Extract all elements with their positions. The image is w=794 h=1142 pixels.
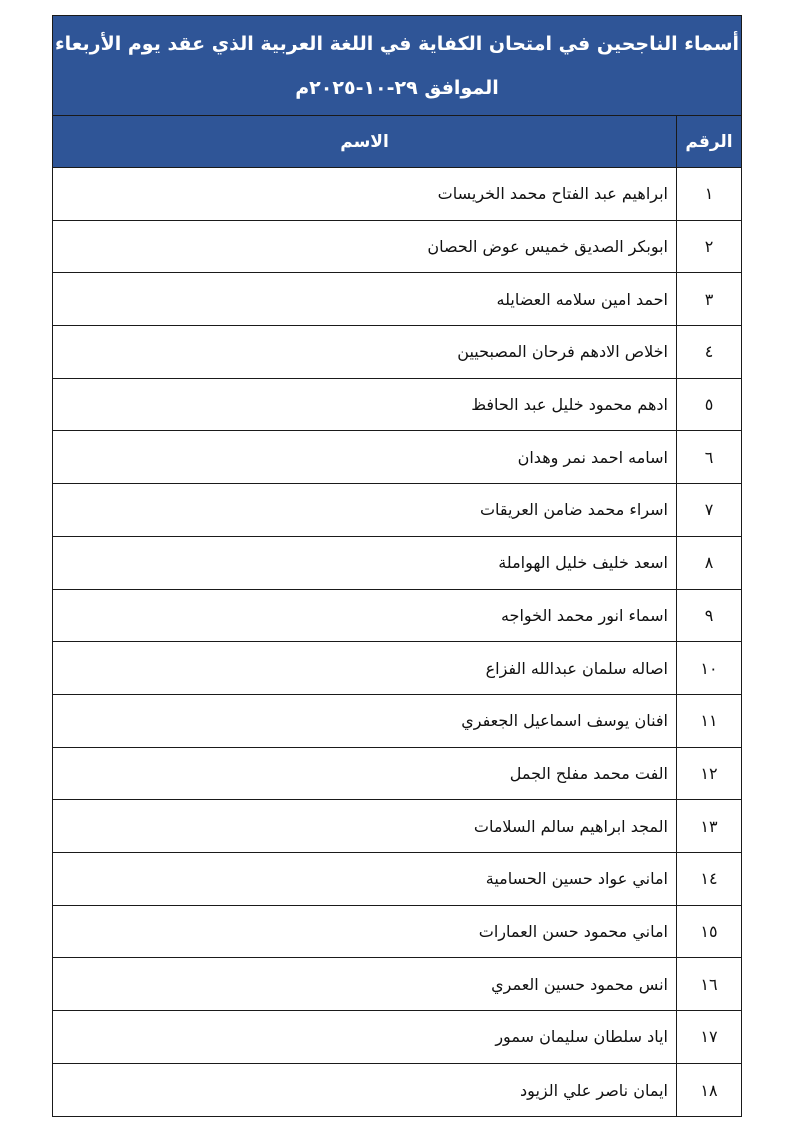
student-name: المجد ابراهيم سالم السلامات bbox=[473, 816, 668, 836]
student-name: اسراء محمد ضامن العريقات bbox=[479, 500, 668, 520]
student-name: اسعد خليف خليل الهواملة bbox=[498, 553, 668, 573]
title-line-2: الموافق ٢٩-١٠-٢٠٢٥م bbox=[295, 77, 499, 99]
table-row bbox=[53, 1064, 741, 1117]
title-line-1: أسماء الناجحين في امتحان الكفاية في اللغة العربية الذي عقد يوم الأربعاء bbox=[54, 33, 740, 55]
table-row bbox=[53, 695, 741, 748]
student-name: اياد سلطان سليمان سمور bbox=[495, 1027, 668, 1047]
student-name: الفت محمد مفلح الجمل bbox=[509, 763, 668, 783]
row-number: ١٥ bbox=[676, 906, 741, 958]
student-name: ادهم محمود خليل عبد الحافظ bbox=[471, 395, 668, 415]
table-body bbox=[53, 168, 741, 1116]
table-row bbox=[53, 958, 741, 1011]
column-header-number: الرقم bbox=[676, 116, 741, 167]
table-row bbox=[53, 221, 741, 274]
row-number: ١٣ bbox=[676, 800, 741, 852]
row-number: ٣ bbox=[676, 273, 741, 325]
table-row bbox=[53, 1011, 741, 1064]
row-number: ٦ bbox=[676, 431, 741, 483]
student-name: ابراهيم عبد الفتاح محمد الخريسات bbox=[437, 184, 668, 204]
student-name: اصاله سلمان عبدالله الفزاع bbox=[485, 658, 668, 678]
table-row bbox=[53, 590, 741, 643]
table-row bbox=[53, 748, 741, 801]
table-row bbox=[53, 168, 741, 221]
row-number: ١١ bbox=[676, 695, 741, 747]
student-name: ابوبكر الصديق خميس عوض الحصان bbox=[427, 237, 668, 257]
student-name: اسامه احمد نمر وهدان bbox=[517, 447, 668, 467]
row-number: ١٤ bbox=[676, 853, 741, 905]
row-number: ٩ bbox=[676, 590, 741, 642]
row-number: ١٨ bbox=[676, 1064, 741, 1117]
row-number: ٨ bbox=[676, 537, 741, 589]
table-row bbox=[53, 484, 741, 537]
row-number: ٢ bbox=[676, 221, 741, 273]
table-row bbox=[53, 326, 741, 379]
student-name: افنان يوسف اسماعيل الجعفري bbox=[461, 711, 668, 731]
results-table bbox=[52, 15, 742, 1117]
student-name: اماني عواد حسين الحسامية bbox=[485, 869, 668, 889]
row-number: ٥ bbox=[676, 379, 741, 431]
row-number: ٧ bbox=[676, 484, 741, 536]
student-name: ايمان ناصر علي الزيود bbox=[520, 1080, 668, 1100]
table-row bbox=[53, 800, 741, 853]
student-name: اسماء انور محمد الخواجه bbox=[500, 605, 668, 625]
column-header-name: الاسم bbox=[340, 131, 389, 152]
table-row bbox=[53, 273, 741, 326]
row-number: ١٢ bbox=[676, 748, 741, 800]
student-name: اخلاص الادهم فرحان المصبحيين bbox=[457, 342, 668, 362]
header-row bbox=[53, 116, 741, 168]
student-name: اماني محمود حسن العمارات bbox=[478, 921, 668, 941]
row-number: ٤ bbox=[676, 326, 741, 378]
table-row bbox=[53, 853, 741, 906]
student-name: احمد امين سلامه العضايله bbox=[496, 289, 668, 309]
student-name: انس محمود حسين العمري bbox=[491, 974, 668, 994]
row-number: ١ bbox=[676, 168, 741, 220]
table-row bbox=[53, 537, 741, 590]
table-row bbox=[53, 431, 741, 484]
row-number: ١٦ bbox=[676, 958, 741, 1010]
table-row bbox=[53, 642, 741, 695]
row-number: ١٠ bbox=[676, 642, 741, 694]
table-row bbox=[53, 379, 741, 432]
row-number: ١٧ bbox=[676, 1011, 741, 1063]
table-title bbox=[53, 16, 741, 116]
table-row bbox=[53, 906, 741, 959]
